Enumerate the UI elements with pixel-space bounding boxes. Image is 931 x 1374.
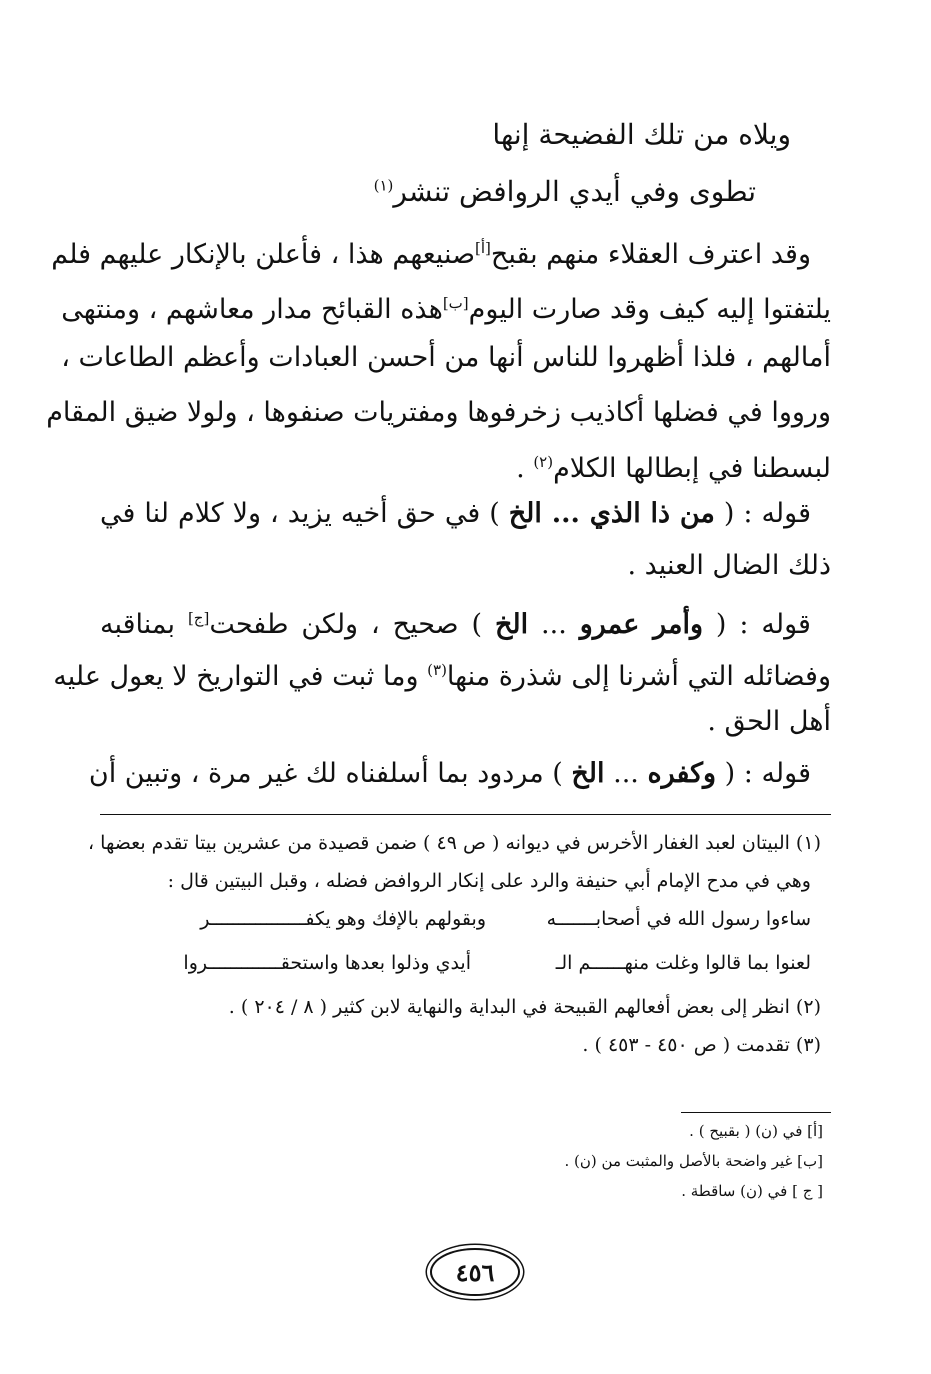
footnote-1-line-2: وهي في مدح الإمام أبي حنيفة والرد على إنكار الروافض فضله ، وقبل البيتين قال : [167,870,811,892]
footnote-separator [100,814,831,815]
body-line: قوله : ( من ذا الذي ... الخ ) في حق أخيه يزيد ، ولا كلام لنا في [100,498,812,529]
body-line: أمالهم ، فلذا أظهروا للناس أنها من أحسن العبادات وأعظم الطاعات ، [61,342,831,373]
footnote-ref: (٣) [427,661,447,679]
footnote-1-line-1: (١) البيتان لعبد الغفار الأخرس في ديوانه ( ص ٤٩ ) ضمن قصيدة من عشرين بيتا تقدم بعضها ، [87,832,821,854]
editorial-ref: [ج] [187,609,210,627]
body-line: قوله : ( وكفره ... الخ ) مردود بما أسلفناه لك غير مرة ، وتبين أن [88,758,811,789]
editorial-ref: [أ] [475,239,491,257]
footnote-ref: (١) [373,176,394,195]
footnote-verse-1-b: وبقولهم بالإفك وهو يكفـــــــــــــــــر [200,908,486,930]
body-line: وفضائله التي أشرنا إلى شذرة منها$^{(٣)}$ وما ثبت في التواريخ لا يعول عليه [53,661,831,692]
footnote-3: (٣) تقدمت ( ص ٤٥٠ - ٤٥٣ ) . [582,1034,821,1056]
editorial-ref: [ب] [442,294,469,312]
body-line: يلتفتوا إليه كيف وقد صارت اليوم[ب]هذه القبائح مدار معاشهم ، ومنتهى [61,294,831,325]
page-number: ٤٥٦ [430,1248,520,1296]
body-line: قوله : ( وأمر عمرو ... الخ ) صحيح ، ولكن طفحت[ج] بمناقبه [100,609,811,640]
poem-line-1: ويلاه من تلك الفضيحة إنها [492,118,791,151]
editorial-separator [681,1112,831,1113]
poem-line-2: تطوى وفي أيدي الروافض تنشر$^{(١)}$ [373,175,756,208]
body-line: وقد اعترف العقلاء منهم بقبح[أ]صنيعهم هذا ، فأعلن بالإنكار عليهم فلم [51,239,811,270]
footnote-2: (٢) انظر إلى بعض أفعالهم القبيحة في البداية والنهاية لابن كثير ( ٨ / ٢٠٤ ) . [228,996,821,1018]
body-line: أهل الحق . [707,706,831,737]
body-line: ورووا في فضلها أكاذيب زخرفوها ومفتريات صنفوها ، ولولا ضيق المقام [46,397,831,428]
editorial-note-b: [ب] غير واضحة بالأصل والمثبت من (ن) . [564,1152,823,1170]
footnote-ref: (٢) [533,453,554,471]
editorial-note-c: [ ج ] في (ن) ساقطة . [681,1182,823,1200]
footnote-verse-1-a: ساءوا رسول الله في أصحابـــــــه [546,908,811,930]
body-line: ذلك الضال العنيد . [627,550,831,581]
editorial-note-a: [أ] في (ن) ( بقبيح ) . [689,1122,823,1140]
footnote-verse-2-b: أيدي وذلوا بعدها واستحقـــــــــــــروا [183,952,471,974]
footnote-verse-2-a: لعنوا بما قالوا وغلت منهــــــم الـ [555,952,811,974]
body-line: لبسطنا في إبطالها الكلام$^{(٢)}$ . [516,453,831,484]
